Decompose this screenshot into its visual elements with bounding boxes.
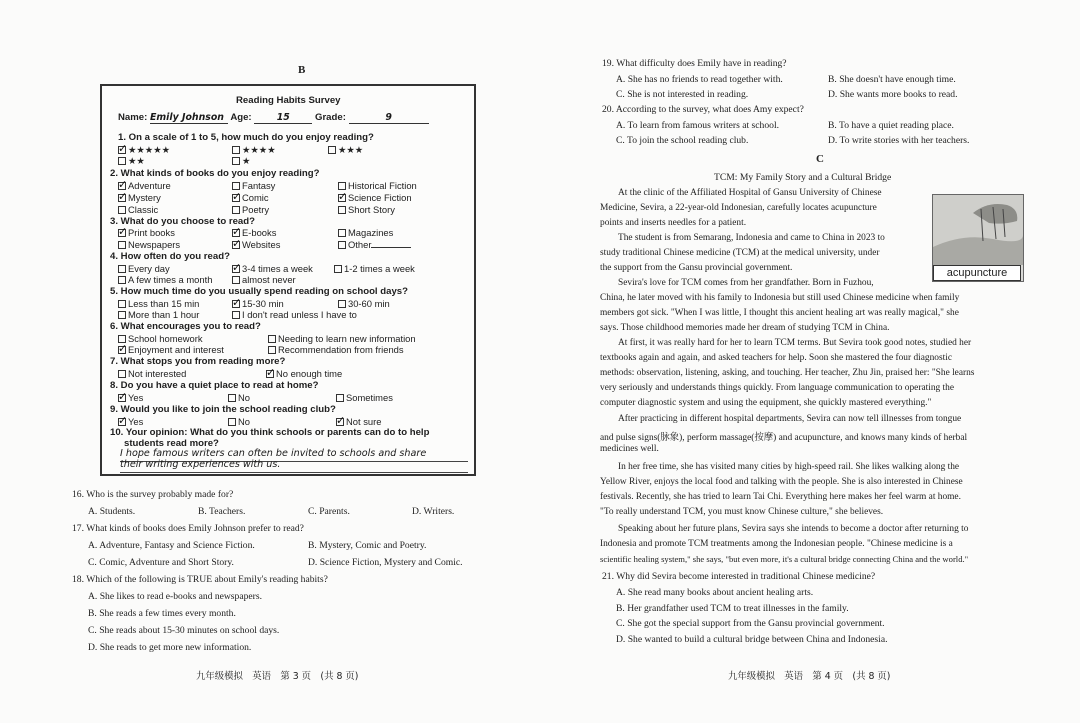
checkbox-icon: [232, 276, 240, 284]
passage-line: At first, it was really hard for her to learn TCM terms. But Sevira took good notes, studied her: [618, 338, 972, 348]
passage-line: At the clinic of the Affiliated Hospital of Gansu University of Chinese: [618, 188, 882, 198]
passage-line: the support from the Gansu provincial government.: [600, 263, 793, 273]
q19-option-a[interactable]: A. She has no friends to read together with.: [616, 74, 783, 85]
survey-q10: 10. Your opinion: What do you think schools or parents can do to help: [110, 427, 430, 438]
q16-option-a[interactable]: A. Students.: [88, 506, 136, 517]
q7-not-interested[interactable]: Not interested: [118, 368, 186, 379]
name-value: Emily Johnson: [150, 112, 228, 124]
checkbox-icon: [232, 146, 240, 154]
q16-option-d[interactable]: D. Writers.: [412, 506, 455, 517]
page-footer-left: 九年级模拟 英语 第 3 页 (共 8 页): [196, 671, 359, 682]
survey-q6: 6. What encourages you to read?: [110, 321, 261, 332]
q20-option-b[interactable]: B. To have a quiet reading place.: [828, 120, 954, 131]
checkbox-icon: [118, 300, 126, 308]
checked-box-icon: [118, 418, 126, 426]
passage-line: and pulse signs(脉象), perform massage(按摩) and acupuncture, and knows many kinds of herbal: [600, 433, 968, 443]
passage-line: Indonesia and promote TCM treatments among the Indonesian people. "Chinese medicine is a: [600, 539, 953, 549]
checked-box-icon: [118, 229, 126, 237]
q8-yes[interactable]: ✓Yes: [118, 392, 143, 403]
checkbox-icon: [338, 300, 346, 308]
q6-enjoyment[interactable]: ✓Enjoyment and interest: [118, 344, 224, 355]
q20-option-a[interactable]: A. To learn from famous writers at school.: [616, 120, 780, 131]
checked-box-icon: [266, 370, 274, 378]
grade-value: 9: [349, 112, 429, 124]
q5-more-1-hour[interactable]: More than 1 hour: [118, 309, 199, 320]
checkbox-icon: [338, 241, 346, 249]
q21-option-c[interactable]: C. She got the special support from the Gansu provincial government.: [616, 618, 885, 629]
q2-short-story[interactable]: Short Story: [338, 204, 395, 215]
q2-classic[interactable]: Classic: [118, 204, 158, 215]
passage-line: says. Those childhood memories made her dream of studying TCM in China.: [600, 323, 890, 333]
passage-line: "To really understand TCM, you must know Chinese culture," she believes.: [600, 507, 884, 517]
q3-other[interactable]: Other: [338, 239, 411, 250]
checkbox-icon: [268, 346, 276, 354]
q2-poetry[interactable]: Poetry: [232, 204, 269, 215]
checked-box-icon: [232, 265, 240, 273]
q19-option-b[interactable]: B. She doesn't have enough time.: [828, 74, 956, 85]
checked-box-icon: [232, 300, 240, 308]
checkbox-icon: [338, 206, 346, 214]
question-20: 20. According to the survey, what does Amy expect?: [602, 104, 804, 115]
q7-no-time[interactable]: ✓ No enough time: [266, 368, 342, 379]
q18-option-d[interactable]: D. She reads to get more new information.: [88, 642, 252, 653]
q1-option-1[interactable]: ★: [232, 155, 250, 167]
checkbox-icon: [118, 265, 126, 273]
passage-line: very seriously and understands things quickly. From language communication to operating the: [600, 383, 955, 393]
passage-line: methods: observation, listening, asking, and touching. Her teacher, Zhu Jin, praised her: "She learns: [600, 368, 975, 378]
survey-q4: 4. How often do you read?: [110, 251, 230, 262]
question-18: 18. Which of the following is TRUE about Emily's reading habits?: [72, 574, 328, 585]
checked-box-icon: [336, 418, 344, 426]
q8-sometimes[interactable]: Sometimes: [336, 392, 393, 403]
answer-underline: [120, 472, 468, 473]
q19-option-c[interactable]: C. She is not interested in reading.: [616, 89, 749, 100]
checked-box-icon: [118, 394, 126, 402]
survey-q9: 9. Would you like to join the school reading club?: [110, 404, 336, 415]
q21-option-d[interactable]: D. She wanted to build a cultural bridge between China and Indonesia.: [616, 634, 888, 645]
q3-websites[interactable]: ✓ Websites: [232, 239, 280, 250]
checkbox-icon: [336, 394, 344, 402]
passage-line: Medicine, Sevira, a 22-year-old Indonesian, carefully locates acupuncture: [600, 203, 877, 213]
passage-line: computer diagnostic system and using the equipment, she quickly mastered everything.": [600, 398, 932, 408]
q19-option-d[interactable]: D. She wants more books to read.: [828, 89, 958, 100]
survey-q3: 3. What do you choose to read?: [110, 216, 255, 227]
checkbox-icon: [338, 182, 346, 190]
checkbox-icon: [228, 394, 236, 402]
checked-box-icon: [338, 194, 346, 202]
q2-mystery[interactable]: ✓Mystery: [118, 192, 161, 203]
page-footer-right: 九年级模拟 英语 第 4 页 (共 8 页): [728, 671, 891, 682]
q4-1-2-times[interactable]: 1-2 times a week: [334, 263, 415, 274]
checkbox-icon: [118, 370, 126, 378]
q5-dont-read[interactable]: I don't read unless I have to: [232, 309, 357, 320]
checked-box-icon: [118, 146, 126, 154]
q2-fantasy[interactable]: Fantasy: [232, 180, 275, 191]
q17-option-b[interactable]: B. Mystery, Comic and Poetry.: [308, 540, 427, 551]
checkbox-icon: [338, 229, 346, 237]
q18-option-c[interactable]: C. She reads about 15-30 minutes on school days.: [88, 625, 280, 636]
checked-box-icon: [232, 241, 240, 249]
age-value: 15: [254, 112, 312, 124]
checkbox-icon: [232, 206, 240, 214]
q4-3-4-times[interactable]: ✓ 3-4 times a week: [232, 263, 313, 274]
q5-15-30[interactable]: ✓ 15-30 min: [232, 298, 284, 309]
q4-every-day[interactable]: Every day: [118, 263, 170, 274]
checkbox-icon: [118, 241, 126, 249]
passage-line: China, he later moved with his family to Indonesia but still used Chinese medicine when family: [600, 293, 960, 303]
passage-line: points and inserts needles for a patient.: [600, 218, 747, 228]
q17-option-a[interactable]: A. Adventure, Fantasy and Science Fiction.: [88, 540, 255, 551]
passage-line: After practicing in different hospital departments, Sevira can now tell illnesses from tongue: [618, 414, 962, 424]
survey-q5: 5. How much time do you usually spend reading on school days?: [110, 286, 408, 297]
passage-line: study traditional Chinese medicine (TCM) at the medical university, under: [600, 248, 880, 258]
q6-friends[interactable]: Recommendation from friends: [268, 344, 404, 355]
q2-historical[interactable]: Historical Fiction: [338, 180, 417, 191]
checkbox-icon: [232, 182, 240, 190]
survey-title: Reading Habits Survey: [236, 95, 341, 106]
q20-option-c[interactable]: C. To join the school reading club.: [616, 135, 749, 146]
q2-adventure[interactable]: ✓Adventure: [118, 180, 171, 191]
acupuncture-photo-icon: [933, 195, 1023, 265]
question-16: 16. Who is the survey probably made for?: [72, 489, 234, 500]
passage-line: medicines well.: [600, 444, 659, 454]
section-letter-c: C: [816, 153, 824, 165]
q9-not-sure[interactable]: ✓ Not sure: [336, 416, 381, 427]
q5-less-15[interactable]: Less than 15 min: [118, 298, 199, 309]
checked-box-icon: [118, 346, 126, 354]
q1-option-4[interactable]: ★★★★: [232, 144, 276, 156]
q3-magazines[interactable]: Magazines: [338, 227, 393, 238]
passage-line: Sevira's love for TCM comes from her grandfather. Born in Fuzhou,: [618, 278, 874, 288]
passage-line: Speaking about her future plans, Sevira says she intends to become a doctor after returning to: [618, 524, 969, 534]
q17-option-d[interactable]: D. Science Fiction, Mystery and Comic.: [308, 557, 463, 568]
q3-e-books[interactable]: ✓ E-books: [232, 227, 276, 238]
q1-option-5[interactable]: ✓★★★★★: [118, 144, 170, 156]
survey-q10-cont: students read more?: [124, 438, 219, 449]
q1-option-2[interactable]: ★★: [118, 155, 145, 167]
question-21: 21. Why did Sevira become interested in traditional Chinese medicine?: [602, 571, 876, 582]
q10-answer-line1: I hope famous writers can often be invited to schools and share: [120, 448, 427, 459]
passage-line: festivals. Recently, she has tried to learn Tai Chi. Everything here makes her feel warm at home.: [600, 492, 961, 502]
checkbox-icon: [268, 335, 276, 343]
checkbox-icon: [228, 418, 236, 426]
q6-homework[interactable]: School homework: [118, 333, 203, 344]
q9-no[interactable]: No: [228, 416, 250, 427]
passage-line: scientific healing system," she says, "but even more, it's a cultural bridge connecting China and the world.": [600, 554, 969, 564]
checkbox-icon: [118, 311, 126, 319]
q18-option-b[interactable]: B. She reads a few times every month.: [88, 608, 236, 619]
right-page: [540, 0, 1080, 723]
passage-line: textbooks again and again, and asked teachers for help. Soon she mastered the four diagnostic: [600, 353, 952, 363]
q17-option-c[interactable]: C. Comic, Adventure and Short Story.: [88, 557, 234, 568]
name-label: Name:: [118, 112, 148, 123]
q16-option-b[interactable]: B. Teachers.: [198, 506, 246, 517]
checkbox-icon: [328, 146, 336, 154]
q10-answer-line2: their writing experiences with us.: [120, 459, 281, 470]
q1-option-3[interactable]: ★★★: [328, 144, 363, 156]
acupuncture-label: acupuncture: [933, 265, 1021, 281]
checkbox-icon: [232, 157, 240, 165]
q5-30-60[interactable]: 30-60 min: [338, 298, 390, 309]
question-17: 17. What kinds of books does Emily Johnson prefer to read?: [72, 523, 304, 534]
checkbox-icon: [118, 206, 126, 214]
q21-option-b[interactable]: B. Her grandfather used TCM to treat illnesses in the family.: [616, 603, 849, 614]
checkbox-icon: [334, 265, 342, 273]
checked-box-icon: [232, 229, 240, 237]
q2-comic[interactable]: ✓ Comic: [232, 192, 269, 203]
checkbox-icon: [118, 157, 126, 165]
q3-newspapers[interactable]: Newspapers: [118, 239, 180, 250]
checked-box-icon: [232, 194, 240, 202]
checked-box-icon: [118, 182, 126, 190]
q16-option-c[interactable]: C. Parents.: [308, 506, 350, 517]
q2-science-fiction[interactable]: ✓ Science Fiction: [338, 192, 412, 203]
grade-label: Grade:: [314, 112, 346, 123]
q21-option-a[interactable]: A. She read many books about ancient healing arts.: [616, 587, 814, 598]
acupuncture-image: [932, 194, 1024, 282]
checkbox-icon: [232, 311, 240, 319]
q20-option-d[interactable]: D. To write stories with her teachers.: [828, 135, 970, 146]
passage-line: In her free time, she has visited many cities by high-speed rail. She likes walking along the: [618, 462, 960, 472]
q4-few-times-month[interactable]: A few times a month: [118, 274, 212, 285]
passage-title: TCM: My Family Story and a Cultural Bridge: [714, 172, 892, 183]
checkbox-icon: [118, 276, 126, 284]
question-19: 19. What difficulty does Emily have in reading?: [602, 58, 787, 69]
survey-q1: 1. On a scale of 1 to 5, how much do you enjoy reading?: [118, 132, 374, 143]
q9-yes[interactable]: ✓Yes: [118, 416, 143, 427]
q3-print-books[interactable]: ✓Print books: [118, 227, 175, 238]
section-letter-b: B: [298, 64, 306, 76]
survey-q2: 2. What kinds of books do you enjoy reading?: [110, 168, 320, 179]
q8-no[interactable]: No: [228, 392, 250, 403]
checked-box-icon: [118, 194, 126, 202]
age-label: Age:: [230, 112, 252, 123]
passage-line: Yellow River, enjoys the local food and talking with the people. She is also interested in Chinese: [600, 477, 963, 487]
q18-option-a[interactable]: A. She likes to read e-books and newspapers.: [88, 591, 262, 602]
reading-habits-survey: [100, 84, 476, 476]
survey-q8: 8. Do you have a quiet place to read at home?: [110, 380, 319, 391]
q4-almost-never[interactable]: almost never: [232, 274, 296, 285]
name-row: [118, 112, 429, 124]
survey-q7: 7. What stops you from reading more?: [110, 356, 286, 367]
passage-line: The student is from Semarang, Indonesia and came to China in 2023 to: [618, 233, 885, 243]
q6-new-information[interactable]: Needing to learn new information: [268, 333, 416, 344]
passage-line: members got sick. "When I was little, I thought this ancient healing art was really magical," she: [600, 308, 959, 318]
